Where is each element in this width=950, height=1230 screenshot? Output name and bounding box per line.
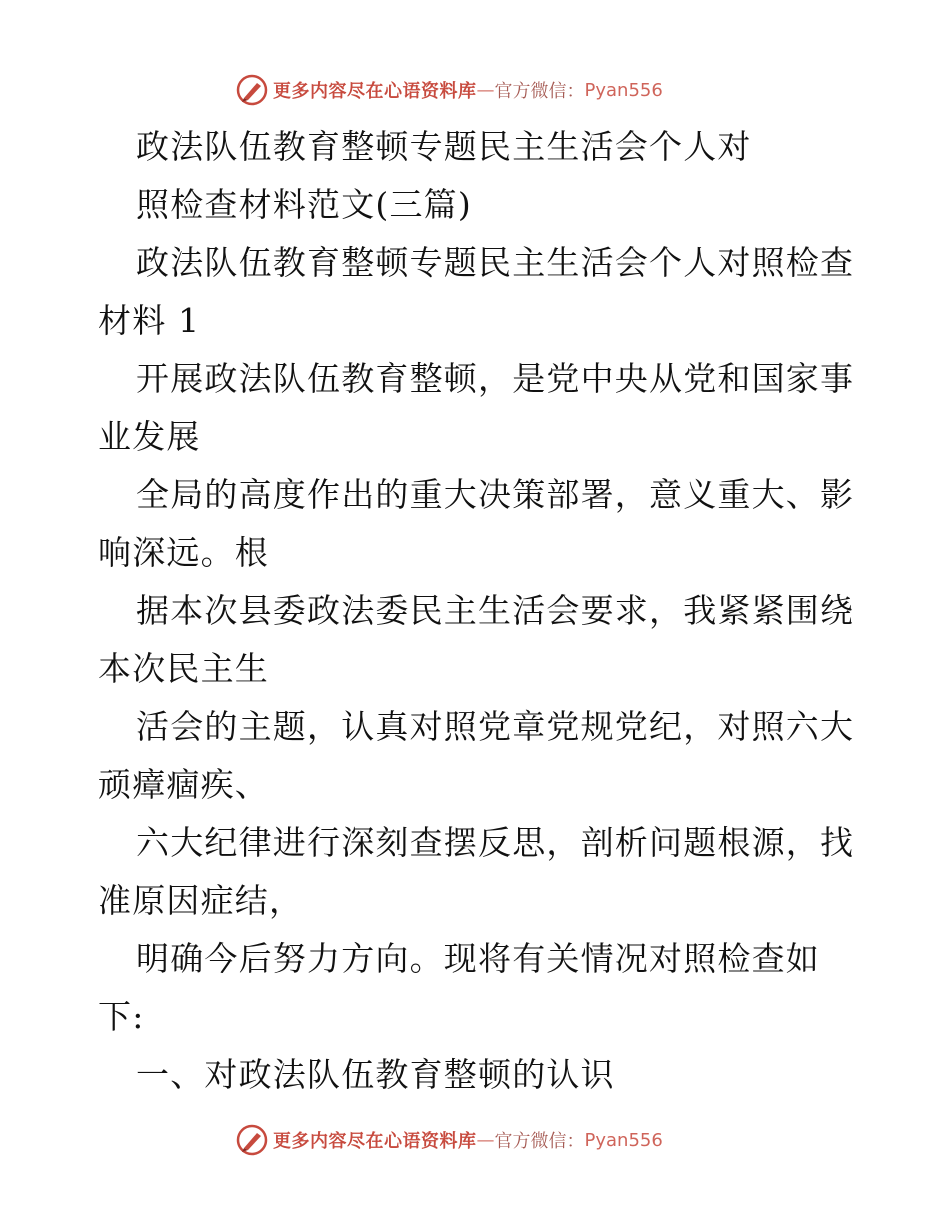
paragraph-line: 开展政法队伍教育整顿，是党中央从党和国家事: [136, 359, 855, 398]
pen-logo-icon: [235, 73, 269, 107]
watermark-wechat-id: Pyan556: [584, 79, 663, 101]
watermark-wechat-id: Pyan556: [584, 1129, 663, 1151]
watermark-main-text: 更多内容尽在心语资料库: [273, 1131, 477, 1152]
paragraph-line: 明确今后努力方向。现将有关情况对照检查如: [136, 939, 820, 978]
paragraph-line: 据本次县委政法委民主生活会要求，我紧紧围绕: [136, 591, 855, 630]
watermark-main-text: 更多内容尽在心语资料库: [273, 81, 477, 102]
paragraph-line: 下:: [98, 997, 145, 1036]
title-line-1: 政法队伍教育整顿专题民主生活会个人对: [136, 127, 752, 166]
watermark-separator: —: [476, 79, 495, 101]
subheading-line: 一、对政法队伍教育整顿的认识: [136, 1055, 615, 1094]
title-line-2: 照检查材料范文(三篇): [136, 185, 472, 224]
paragraph-line: 活会的主题，认真对照党章党规党纪，对照六大: [136, 707, 855, 746]
paragraph-line: 本次民主生: [98, 649, 269, 688]
watermark-wechat-label: 官方微信：: [494, 1131, 585, 1152]
watermark-separator: —: [476, 1129, 495, 1151]
paragraph-line: 业发展: [98, 417, 201, 456]
header-watermark: [235, 72, 663, 108]
watermark-wechat-label: 官方微信：: [494, 81, 585, 102]
document-body: [98, 118, 858, 1104]
pen-logo-icon: [235, 1123, 269, 1157]
section-heading-line-2: 材料 1: [98, 301, 201, 340]
paragraph-line: 六大纪律进行深刻查摆反思，剖析问题根源，找: [136, 823, 855, 862]
footer-watermark: [235, 1122, 663, 1158]
paragraph-line: 顽瘴痼疾、: [98, 765, 269, 804]
paragraph-line: 准原因症结，: [98, 881, 304, 920]
section-heading-line-1: 政法队伍教育整顿专题民主生活会个人对照检查: [136, 243, 855, 282]
paragraph-line: 响深远。根: [98, 533, 269, 572]
paragraph-line: 全局的高度作出的重大决策部署，意义重大、影: [136, 475, 855, 514]
